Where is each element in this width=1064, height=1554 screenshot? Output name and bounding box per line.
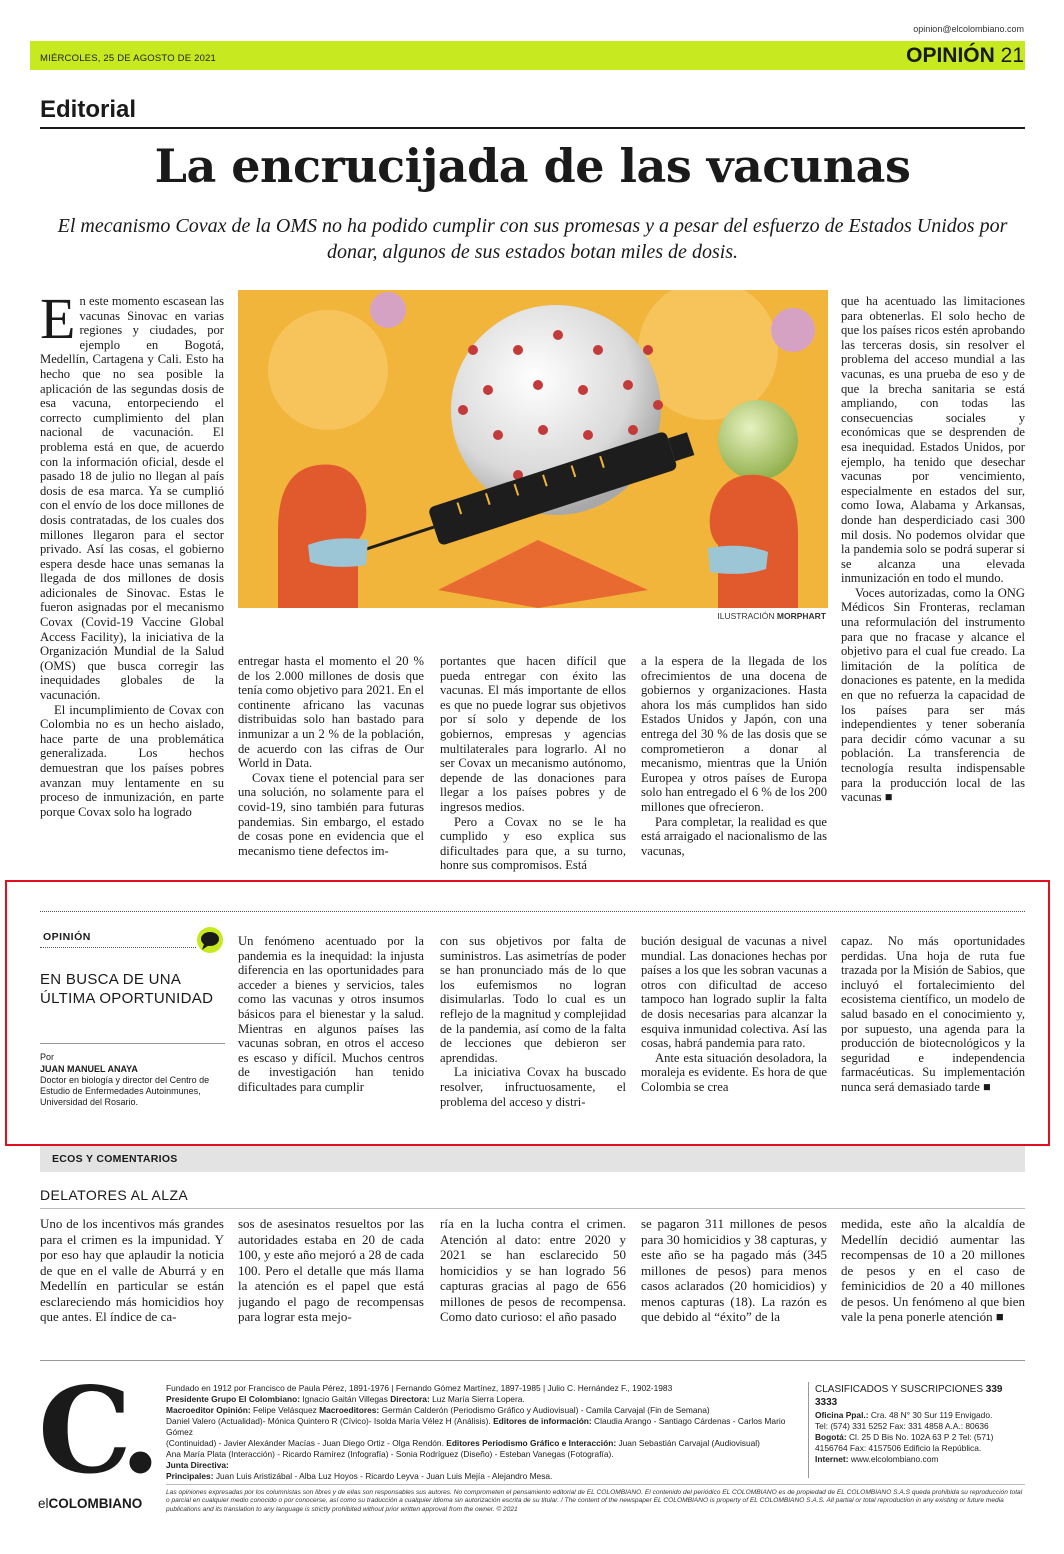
ecos-column-2 [238, 1216, 424, 1340]
ecos-column-5 [841, 1216, 1025, 1340]
header-section [906, 44, 1024, 68]
opinion-label: OPINIÓN [43, 931, 91, 943]
editorial-column-2 [238, 654, 424, 890]
editorial-col1-p2: El incumplimiento de Covax con Colombia no es un hecho aislado, hace parte de una problemática generalizada. Los hechos demuestran que los países pobres avanzan muy lentamente en su proceso de inmunización, en parte porque Covax solo ha logrado [40, 702, 224, 819]
editorial-col5-p2: Voces autorizadas, como la ONG Médicos Sin Fronteras, reclaman una reformulación del instrumento para que no fracase y alcance el objetivo para el cual fue creado. La limitación de la política de donaciones es patente, en la medida en que no refuerza la capacidad de los países para ser más independientes y tener soberanía para decidir cómo vacunar a su población. La transferencia de tecnología resulta indispensable para la producción local de las vacunas ■ [841, 585, 1025, 805]
opinion-col3-p2: Ante esta situación desoladora, la moraleja es evidente. Es hora de que Colombia se crea [641, 1050, 827, 1094]
opinion-author-bio: Doctor en biología y director del Centro de Estudio de Enfermedades Autoinmunes, Universidad del Rosario. [40, 1075, 210, 1107]
bogota: Bogotá: Cl. 25 D Bis No. 102A 63 P 2 Tel: (571) [815, 1432, 994, 1442]
opinion-label-rule [40, 947, 196, 948]
footer-credits [166, 1383, 806, 1482]
opinion-col2-p1: con sus objetivos por falta de suministros. Las asimetrías de poder se han pronunciado más de lo que los eufemismos no logran disimularlas. Todo lo cual es un reflejo de la magnitud y complejidad de la pandemia, así como de la falta de lecciones que debieron ser aprendidas. [440, 934, 626, 1065]
footer-line-7: Junta Directiva: [166, 1460, 229, 1470]
ecos-title-rule [40, 1208, 1025, 1209]
logo-wordmark [38, 1496, 158, 1512]
ecos-label: ECOS Y COMENTARIOS [52, 1153, 178, 1165]
opinion-column-2 [440, 934, 626, 1124]
clasificados: CLASIFICADOS Y SUSCRIPCIONES 339 3333 [815, 1384, 1003, 1408]
footer-disclaimer-rule [166, 1484, 1025, 1485]
opinion-author-rule [40, 1043, 225, 1044]
opinion-author: JUAN MANUEL ANAYA [40, 1064, 138, 1074]
ecos-column-1 [40, 1216, 224, 1340]
opinion-by: Por [40, 1052, 55, 1062]
editorial-col2-p1: entregar hasta el momento el 20 % de los 2.000 millones de dosis que tenía como objetivo para 2021. En el continente africano las vacunas distribuidas solo han bastado para inmunizar a un 2 % de la población, de acuerdo con las cifras de Our World in Data. [238, 654, 424, 771]
editorial-title: La encrucijada de las vacunas [154, 139, 911, 193]
editorial-column-5 [841, 294, 1025, 890]
footer-line-3: Macroeditor Opinión: Felipe Velásquez Macroeditores: Germán Calderón (Periodismo Gráfico y Audiovisual) - Camila Carvajal (Fin de Semana) [166, 1405, 710, 1415]
internet[interactable]: Internet: www.elcolombiano.com [815, 1454, 939, 1464]
opinion-col2-p2: La iniciativa Covax ha buscado resolver, infructuosamente, el problema del acceso y distri- [440, 1065, 626, 1109]
ecos-column-4 [641, 1216, 827, 1340]
opinion-column-3 [641, 934, 827, 1124]
oficina: Oficina Ppal.: Cra. 48 N° 30 Sur 119 Envigado. [815, 1410, 993, 1420]
editorial-column-1 [40, 294, 224, 890]
editorial-col1-p1: n este momento escasean las vacunas Sinovac en varias regiones y ciudades, por ejemplo en Bogotá, Medellín, Cartagena y Cali. Esto ha hecho que no sea posible la aplicación de las segundas dosis de esa vacuna, entorpeciendo el correcto cumplimiento del plan nacional de vacunación. El problema está en que, de acuerdo con la información oficial, desde el pasado 18 de julio no llegan al país dosis de esa marca. Ya se cumplió con el envío de los doce millones de dosis contratadas, de los cuales dos millones llegaron para el sector privado. Así las cosas, el gobierno espera desde hace unas semanas la llegada de dos millones de dosis adicionales de Sinovac. Estas le fueron asignadas por el mecanismo Covax (Covid-19 Vaccine Global Access Facility), la iniciativa de la Organización Mundial de la Salud (OMS) que busca corregir las inequidades globales de la vacunación. [40, 294, 224, 703]
section-name: OPINIÓN [906, 44, 995, 67]
opinion-top-rule [40, 911, 1025, 912]
opinion-col4-p1: capaz. No más oportunidades perdidas. Una hoja de ruta fue trazada por la Misión de Sabios, que incluyó el fortalecimiento del ecosistema científico, un modelo de salud basado en el conocimiento y, por supuesto, una agenda para la producción de biotecnológicos y la seguridad e independencia farmacéuticas. Su implementación nunca será demasiado tarde ■ [841, 934, 1025, 1094]
opinion-title: EN BUSCA DE UNA ÚLTIMA OPORTUNIDAD [40, 971, 214, 1007]
footer-disclaimer [166, 1489, 1025, 1514]
editorial-column-3 [440, 654, 626, 890]
footer-contact [815, 1383, 1027, 1465]
ecos-col4-p: se pagaron 311 millones de pesos para 30 homicidios y 38 capturas, y este año se ha pagado más (345 millones de pesos) para menos casos aclarados (20 homicidios) y menos capturas (18). La razón es que debido al “éxito” de la [641, 1216, 827, 1324]
opinion-column-1 [238, 934, 424, 1124]
opinion-col3-p1: bución desigual de vacunas a nivel mundial. Las donaciones hechas por países a los que les sobran vacunas a otros con dificultad de acceso tampoco han logrado suplir la falta de dosis necesarias para alcanzar la esquiva inmunidad colectiva. Así las cosas, habrá pandemia para rato. [641, 934, 827, 1051]
tel-line: Tel: (574) 331 5252 Fax: 331 4858 A.A.: 80636 [815, 1421, 989, 1431]
ecos-column-3 [440, 1216, 626, 1340]
header-date: MIÉRCOLES, 25 DE AGOSTO DE 2021 [40, 53, 217, 64]
footer-line-6: Ana María Plata (Interacción) - Ricardo Ramírez (Infografía) - Sonia Rodríguez (Diseño) - Esteban Vanegas (Fotografía). [166, 1449, 614, 1459]
kicker-rule [40, 127, 1025, 129]
illustration-caption [717, 611, 826, 621]
logo [38, 1361, 158, 1520]
editorial-subtitle: El mecanismo Covax de la OMS no ha podido cumplir con sus promesas y a pesar del esfuerzo de Estados Unidos por donar, algunos de sus estados botan miles de dosis. [57, 215, 1008, 263]
header-email[interactable]: opinion@elcolombiano.com [913, 24, 1024, 34]
ecos-col1-p: Uno de los incentivos más grandes para el crimen es la impunidad. Y por eso hay que aplaudir la noticia de que en el valle de Aburrá y en Medellín en particular se están esclareciendo más homicidios hoy que antes. El índice de ca- [40, 1216, 224, 1324]
dropcap: E [40, 294, 76, 351]
caption-prefix: ILUSTRACIÓN [717, 611, 775, 621]
editorial-kicker: Editorial [40, 96, 137, 123]
editorial-col2-p2: Covax tiene el potencial para ser una solución, no solamente para el covid-19, sino también para futuras pandemias. Sin embargo, el estado de cosas pone en evidencia que el mecanismo tiene defectos im- [238, 770, 424, 858]
opinion-bubble-icon [196, 926, 224, 954]
footer-line-2: Presidente Grupo El Colombiano: Ignacio Gaitán Villegas Directora: Luz María Sierra Lopera. [166, 1394, 525, 1404]
opinion-column-4 [841, 934, 1025, 1124]
footer-top-rule [40, 1360, 1025, 1361]
vaccine-illustration [238, 290, 828, 608]
editorial-col3-p2: Pero a Covax no se le ha cumplido y eso explica sus dificultades para que, a su turno, honre sus compromisos. Está [440, 814, 626, 873]
footer-line-1: Fundado en 1912 por Francisco de Paula Pérez, 1891-1976 | Fernando Gómez Martínez, 1897-1985 | Julio C. Hernández F., 1902-1983 [166, 1383, 673, 1393]
opinion-col1-p1: Un fenómeno acentuado por la pandemia es la inequidad: la injusta diferencia en las oportunidades para acceder a bienes y servicios, tales como las vacunas y otros insumos básicos para el bienestar y la salud. Mientras en algunos países las vacunas sobran, en otros el acceso es escaso y difícil. Muchos centros de investigación han tenido dificultades para cumplir [238, 934, 424, 1094]
logo-letter: C. [38, 1361, 151, 1500]
ecos-title: DELATORES AL ALZA [40, 1187, 189, 1203]
page-number: 21 [1000, 44, 1024, 67]
ecos-bar [40, 1146, 1025, 1172]
bogota-line-2: 4156764 Fax: 4157506 Edificio la República. [815, 1443, 982, 1453]
editorial-col4-p1: a la espera de la llegada de los ofrecimientos de una docena de gobiernos y organizaciones. Hasta ahora los más cumplidos han sido Estados Unidos y Japón, con una entrega del 30 % de las dosis que se comprometieron a donar al mecanismo, mientras que la Unión Europea y otros países de Europa solo han entregado el 6 % de los 200 millones que ofrecieron. [641, 654, 827, 814]
footer-line-5: (Continuidad) - Javier Alexánder Macías - Juan Diego Ortiz - Olga Rendón. Editores Periodismo Gráfico e Interacción: Juan Sebastián Carvajal (Audiovisual) [166, 1438, 760, 1448]
ecos-col2-p: sos de asesinatos resueltos por las autoridades estaba en 20 de cada 100, y este año mejoró a 28 de cada 100. Pero el detalle que más llama la atención es el papel que está jugando el pago de recompensas para lograr esta mejo- [238, 1216, 424, 1324]
logo-small: el [38, 1496, 49, 1511]
editorial-col3-p1: portantes que hacen difícil que pueda entregar con éxito las vacunas. El más importante de ellos es que no puede lograr sus objetivos por sí solo y depende de los gobiernos, empresas y agencias multilaterales para lograrlo. Al no ser Covax un mecanismo autónomo, depende de las donaciones para llegar a los países pobres y de ingresos medios. [440, 654, 626, 814]
editorial-col4-p2: Para completar, la realidad es que está arraigado el nacionalismo de las vacunas, [641, 814, 827, 858]
caption-author: MORPHART [776, 611, 826, 621]
illustration [238, 290, 828, 608]
footer-line-4: Daniel Valero (Actualidad)- Mónica Quintero R (Cívico)- Isolda María Vélez H (Análisis). Editores de información: Claudia Arango - Santiago Cárdenas - Carlos Mario Gómez [166, 1416, 786, 1437]
editorial-column-4 [641, 654, 827, 890]
disclaimer-en: / The content of the newspaper EL COLOMBIANO is property of EL COLOMBIANO S.A.S. All partial or total reproduction in any existing or future media publications and its translation to any language is strictly prohibited without prior written approval from the owner. © 2021 [166, 1497, 1004, 1513]
logo-name: COLOMBIANO [48, 1496, 143, 1511]
ecos-col3-p: ría en la lucha contra el crimen. Atención al dato: entre 2020 y 2021 se han esclarecido 50 homicidios y se han logrado 56 capturas gracias al pago de 656 millones de pesos de recompensa. Como dato curioso: el año pasado [440, 1216, 626, 1324]
footer-line-8: Principales: Juan Luis Aristizábal - Alba Luz Hoyos - Ricardo Leyva - Juan Luis Mejía - Alejandro Mesa. [166, 1471, 553, 1481]
footer-divider [808, 1382, 809, 1478]
disclaimer-es: Las opiniones expresadas por los columnistas son libres y de ellas son responsables sus autores. No comprometen el pensamiento editorial de EL COLOMBIANO. El contenido del periódico EL COLOMBIANO es de propiedad de EL COLOMBIANO S.A.S queda prohibida su reproducción total o parcial en cualquier medio conocido o por conocerse, así como su traducción a cualquier idioma sin autorización escrita de su titular. [166, 1489, 1023, 1505]
ecos-col5-p: medida, este año la alcaldía de Medellín decidió aumentar las recompensas de 10 a 20 millones de pesos y en el caso de feminicidios de 20 a 40 millones de pesos. Un fenómeno al que bien vale la pena ponerle atención ■ [841, 1216, 1025, 1324]
editorial-col5-p1: que ha acentuado las limitaciones para obtenerlas. El solo hecho de que los países ricos estén aprobando las terceras dosis, sin resolver el problema del acceso mundial a las vacunas, es una prueba de eso y de que la brecha sanitaria se está ampliando, con todas las consecuencias sociales y económicas que se desprenden de esa inequidad. Estados Unidos, por ejemplo, ha tenido que desechar vacunas por vencimiento, especialmente en estados del sur, como Iowa, Alabama y Arkansas, donde han desperdiciado casi 300 mil dosis. No podemos olvidar que la pandemia solo se podrá superar si se alcanza una elevada inmunización en todo el mundo. [841, 294, 1025, 586]
